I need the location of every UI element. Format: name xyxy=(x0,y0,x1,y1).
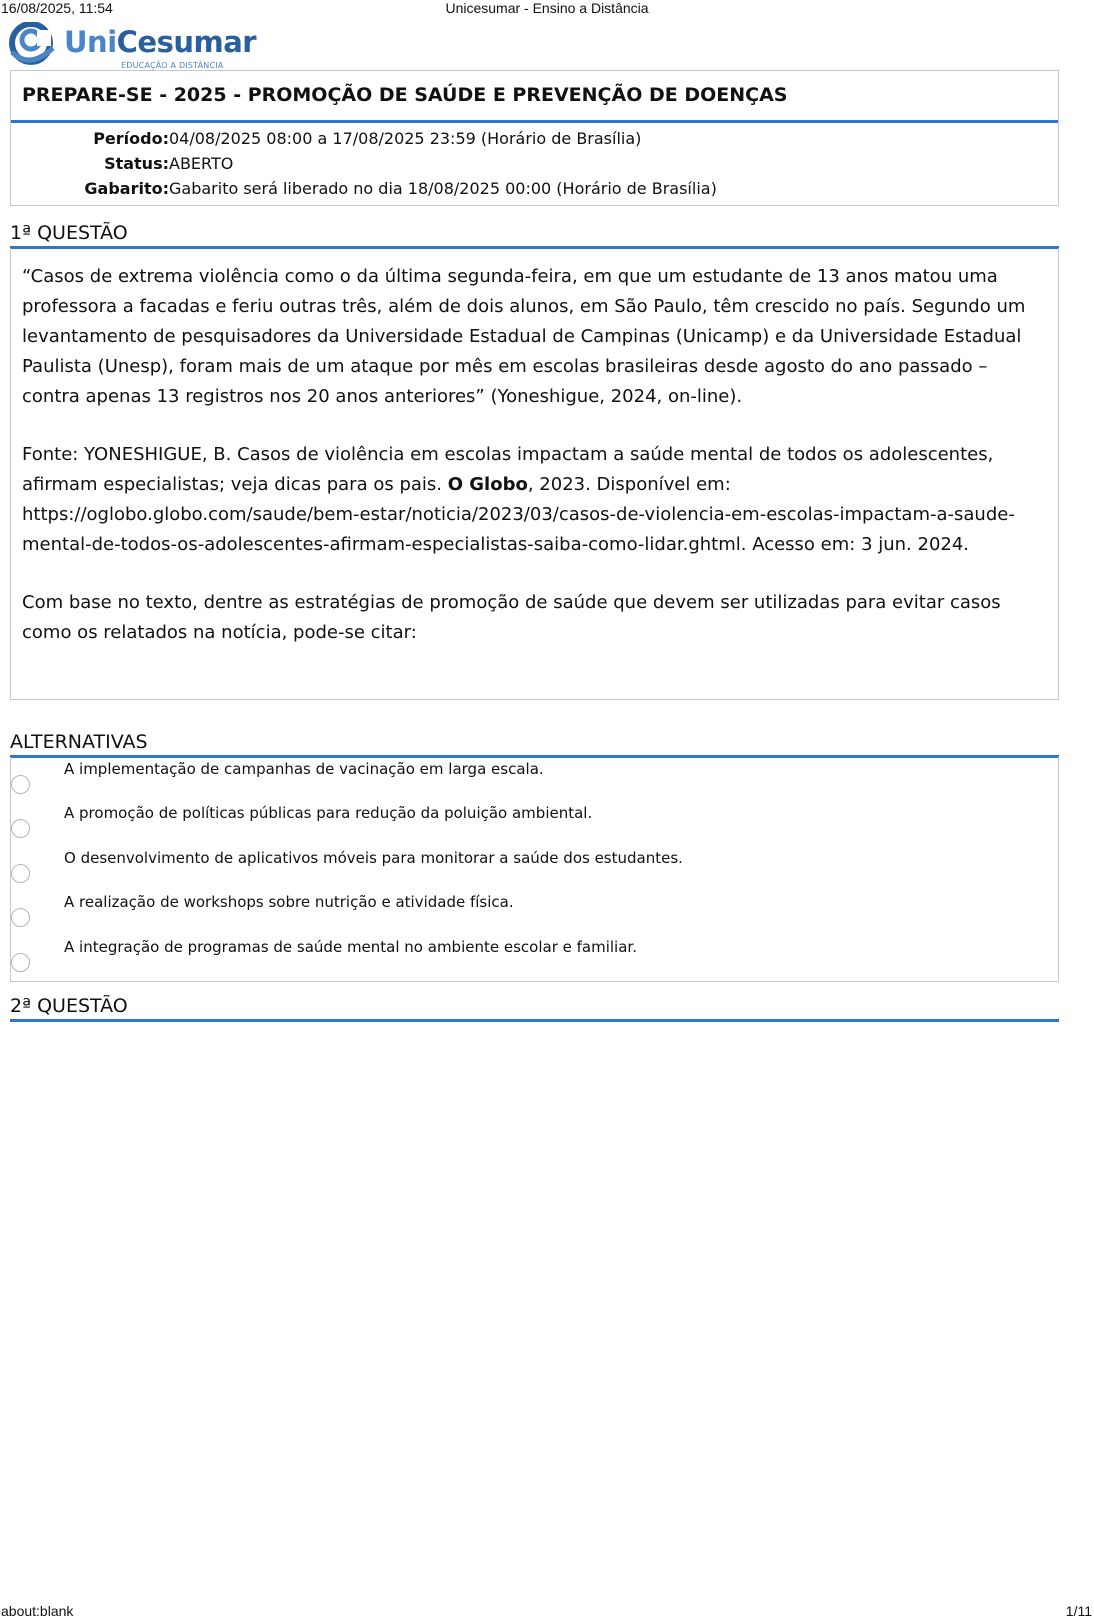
info-value: ABERTO xyxy=(169,154,234,173)
print-page-title: Unicesumar - Ensino a Distância xyxy=(445,0,649,16)
info-value: 04/08/2025 08:00 a 17/08/2025 23:59 (Horário de Brasília) xyxy=(169,129,642,148)
print-header xyxy=(0,0,1094,18)
info-row-gabarito xyxy=(11,176,1058,201)
radio-button[interactable] xyxy=(11,775,30,794)
alternative-option[interactable] xyxy=(11,757,1058,801)
info-value: Gabarito será liberado no dia 18/08/2025 00:00 (Horário de Brasília) xyxy=(169,179,717,198)
assessment-info xyxy=(11,123,1058,205)
radio-button[interactable] xyxy=(11,864,30,883)
question-source xyxy=(22,440,1047,560)
alternative-label[interactable]: A implementação de campanhas de vacinação em larga escala. xyxy=(64,760,544,778)
source-suffix: , 2023. Disponível em: https://oglobo.globo.com/saude/bem-estar/noticia/2023/03/casos-de-violencia-em-escolas-impactam-a-saude-mental-de-todos-os-adolescentes-afirmam-especialistas-saiba-como-lidar.ghtml. Acesso em: 3 jun. 2024. xyxy=(22,474,1015,555)
logo-brand-a: Uni xyxy=(64,25,117,59)
info-row-periodo xyxy=(11,126,1058,151)
question-prompt: Com base no texto, dentre as estratégias de promoção de saúde que devem ser utilizadas para evitar casos como os relatados na notícia, pode-se citar: xyxy=(22,592,1001,643)
unicesumar-logo-icon xyxy=(9,22,59,66)
print-datetime: 16/08/2025, 11:54 xyxy=(1,0,113,16)
alternative-label[interactable]: A integração de programas de saúde mental no ambiente escolar e familiar. xyxy=(64,938,637,956)
alternatives-list xyxy=(10,757,1059,982)
print-url: about:blank xyxy=(1,1603,74,1619)
alternatives-heading: ALTERNATIVAS xyxy=(10,731,1059,758)
question-1-heading: 1ª QUESTÃO xyxy=(10,222,1059,249)
source-prefix: Fonte: YONESHIGUE, B. Casos de violência em escolas impactam a saúde mental de todos os adolescentes, afirmam especialistas; veja dicas para os pais. xyxy=(22,444,994,495)
question-1-body xyxy=(10,248,1059,700)
alternative-label[interactable]: O desenvolvimento de aplicativos móveis para monitorar a saúde dos estudantes. xyxy=(64,849,683,867)
info-label: Status: xyxy=(104,154,169,173)
alternative-label[interactable]: A realização de workshops sobre nutrição e atividade física. xyxy=(64,893,514,911)
question-2-heading: 2ª QUESTÃO xyxy=(10,995,1059,1022)
radio-button[interactable] xyxy=(11,908,30,927)
logo-tagline: EDUCAÇÃO A DISTÂNCIA xyxy=(121,61,224,70)
source-publication: O Globo xyxy=(447,474,528,495)
question-quote: “Casos de extrema violência como o da última segunda-feira, em que um estudante de 13 anos matou uma professora a facadas e feriu outras três, além de dois alunos, em São Paulo, têm crescido no país. Segundo um levantamento de pesquisadores da Universidade Estadual de Campinas (Unicamp) e da Universidade Estadual Paulista (Unesp), foram mais de um ataque por mês em escolas brasileiras desde agosto do ano passado – contra apenas 13 registros nos 20 anos anteriores” (Yoneshigue, 2024, on-line). xyxy=(22,266,1026,407)
alternative-option[interactable] xyxy=(11,890,1058,934)
info-label: Gabarito: xyxy=(84,179,169,198)
assessment-header-card xyxy=(10,70,1059,206)
unicesumar-logo xyxy=(9,22,257,72)
assessment-title: PREPARE-SE - 2025 - PROMOÇÃO DE SAÚDE E PREVENÇÃO DE DOENÇAS xyxy=(11,71,1058,123)
print-footer xyxy=(0,1603,1094,1621)
print-page-number: 1/11 xyxy=(1065,1603,1092,1619)
info-label: Período: xyxy=(93,129,169,148)
logo-brand-b: Cesumar xyxy=(116,25,257,59)
logo-wordmark xyxy=(64,25,256,59)
radio-button[interactable] xyxy=(11,953,30,972)
alternative-option[interactable] xyxy=(11,846,1058,890)
alternative-option[interactable] xyxy=(11,935,1058,979)
radio-button[interactable] xyxy=(11,819,30,838)
info-row-status xyxy=(11,151,1058,176)
alternative-option[interactable] xyxy=(11,801,1058,845)
alternative-label[interactable]: A promoção de políticas públicas para redução da poluição ambiental. xyxy=(64,804,593,822)
